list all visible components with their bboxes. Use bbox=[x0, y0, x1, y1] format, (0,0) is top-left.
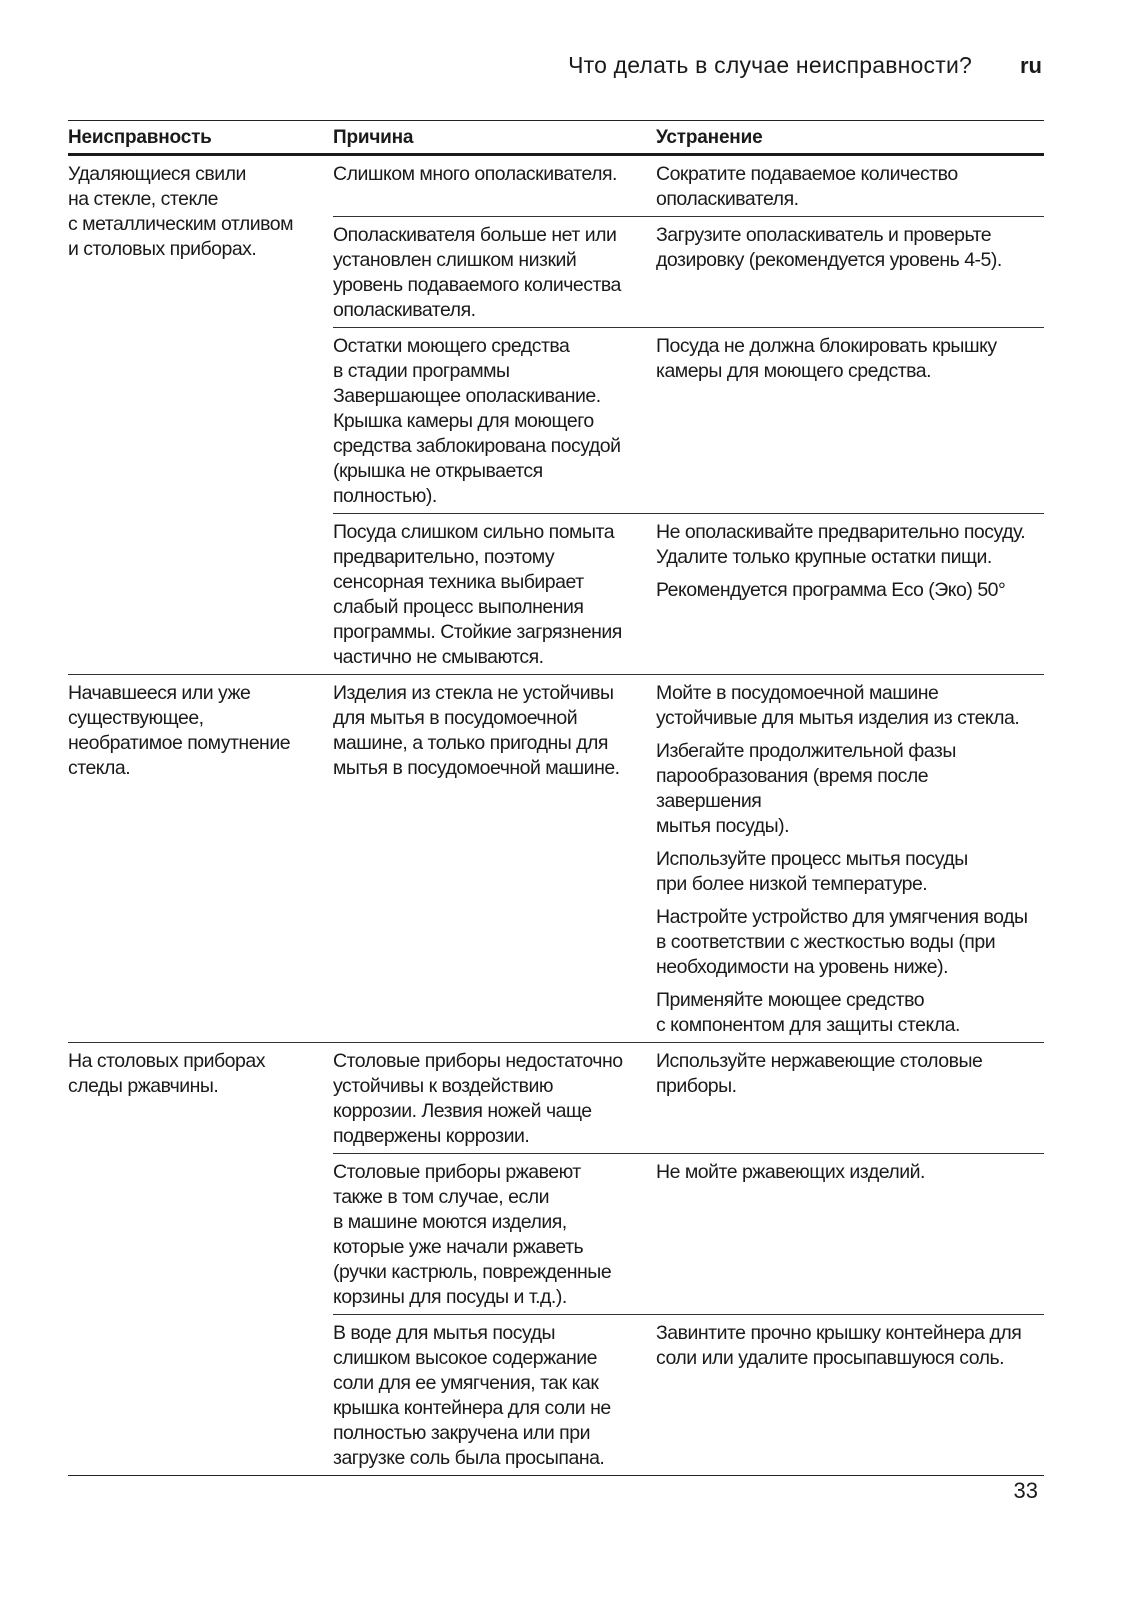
table-row bbox=[68, 1043, 1044, 1154]
cause-cell bbox=[333, 1315, 656, 1476]
column-header-cause: Причина bbox=[333, 121, 656, 155]
fix-paragraph: Не ополаскивайте предварительно посуду. Удалите только крупные остатки пищи. bbox=[656, 521, 1026, 568]
language-code: ru bbox=[1020, 53, 1042, 78]
fix-cell bbox=[656, 217, 1044, 328]
fault-text: На столовых приборах следы ржавчины. bbox=[68, 1050, 265, 1097]
cause-text: Столовые приборы недостаточно устойчивы к воздействию коррозии. Лезвия ножей чаще подвержены коррозии. bbox=[333, 1050, 623, 1147]
cause-text: В воде для мытья посуды слишком высокое содержание соли для ее умягчения, так как крышка контейнера для соли не полностью закручена или при загрузке соль была просыпана. bbox=[333, 1322, 611, 1469]
cause-cell bbox=[333, 1154, 656, 1315]
cause-text: Ополаскивателя больше нет или установлен слишком низкий уровень подаваемого количества ополаскивателя. bbox=[333, 224, 621, 321]
cause-cell bbox=[333, 1043, 656, 1154]
cause-cell bbox=[333, 514, 656, 675]
cause-cell bbox=[333, 675, 656, 1043]
fix-cell bbox=[656, 1154, 1044, 1315]
cause-cell bbox=[333, 155, 656, 217]
fix-paragraph: Избегайте продолжительной фазы парообразования (время после завершения мытья посуды). bbox=[656, 740, 956, 837]
fix-paragraph: Используйте нержавеющие столовые приборы. bbox=[656, 1050, 983, 1097]
fault-cell bbox=[68, 675, 333, 1043]
fix-paragraph: Мойте в посудомоечной машине устойчивые для мытья изделия из стекла. bbox=[656, 682, 1020, 729]
page-header bbox=[68, 52, 1042, 79]
fix-cell bbox=[656, 1043, 1044, 1154]
fix-cell bbox=[656, 675, 1044, 1043]
cause-text: Столовые приборы ржавеют также в том случае, если в машине моются изделия, которые уже начали ржаветь (ручки кастрюль, поврежденные корзины для посуды и т.д.). bbox=[333, 1161, 612, 1308]
fix-cell bbox=[656, 514, 1044, 675]
table-row bbox=[68, 155, 1044, 217]
cause-text: Посуда слишком сильно помыта предварительно, поэтому сенсорная техника выбирает слабый процесс выполнения программы. Стойкие загрязнения частично не смываются. bbox=[333, 521, 622, 668]
table-header-row bbox=[68, 121, 1044, 155]
cause-cell bbox=[333, 328, 656, 514]
fix-paragraph: Настройте устройство для умягчения воды в соответствии с жесткостью воды (при необходимости на уровень ниже). bbox=[656, 906, 1028, 978]
fault-cell bbox=[68, 155, 333, 675]
table-bottom-rule bbox=[68, 1475, 1044, 1476]
fault-cell bbox=[68, 1043, 333, 1476]
table-row bbox=[68, 675, 1044, 1043]
cause-text: Слишком много ополаскивателя. bbox=[333, 163, 617, 185]
fix-paragraph: Применяйте моющее средство с компонентом для защиты стекла. bbox=[656, 989, 960, 1036]
fix-paragraph: Сократите подаваемое количество ополаскивателя. bbox=[656, 163, 958, 210]
fix-paragraph: Загрузите ополаскиватель и проверьте дозировку (рекомендуется уровень 4-5). bbox=[656, 224, 1002, 271]
page-number: 33 bbox=[1013, 1478, 1038, 1503]
fix-paragraph: Посуда не должна блокировать крышку камеры для моющего средства. bbox=[656, 335, 997, 382]
fix-cell bbox=[656, 328, 1044, 514]
column-header-fix: Устранение bbox=[656, 121, 1044, 155]
page-title: Что делать в случае неисправности? bbox=[568, 52, 972, 78]
fix-cell bbox=[656, 1315, 1044, 1476]
cause-cell bbox=[333, 217, 656, 328]
cause-text: Остатки моющего средства в стадии программы Завершающее ополаскивание. Крышка камеры для моющего средства заблокирована посудой (крышка не открывается полностью). bbox=[333, 335, 621, 507]
cause-text: Изделия из стекла не устойчивы для мытья в посудомоечной машине, а только пригодны для мытья в посудомоечной машине. bbox=[333, 682, 620, 779]
fault-text: Начавшееся или уже существующее, необратимое помутнение стекла. bbox=[68, 682, 291, 779]
table-body bbox=[68, 155, 1044, 1476]
troubleshooting-table bbox=[68, 120, 1044, 1475]
fix-paragraph: Не мойте ржавеющих изделий. bbox=[656, 1161, 925, 1183]
fix-paragraph: Завинтите прочно крышку контейнера для соли или удалите просыпавшуюся соль. bbox=[656, 1322, 1022, 1369]
fix-paragraph: Рекомендуется программа Eco (Эко) 50° bbox=[656, 579, 1006, 601]
fault-text: Удаляющиеся свили на стекле, стекле с металлическим отливом и столовых приборах. bbox=[68, 163, 294, 260]
column-header-fault: Неисправность bbox=[68, 121, 333, 155]
fix-paragraph: Используйте процесс мытья посуды при более низкой температуре. bbox=[656, 848, 968, 895]
troubleshooting-table-wrapper bbox=[68, 120, 1044, 1476]
fix-cell bbox=[656, 155, 1044, 217]
